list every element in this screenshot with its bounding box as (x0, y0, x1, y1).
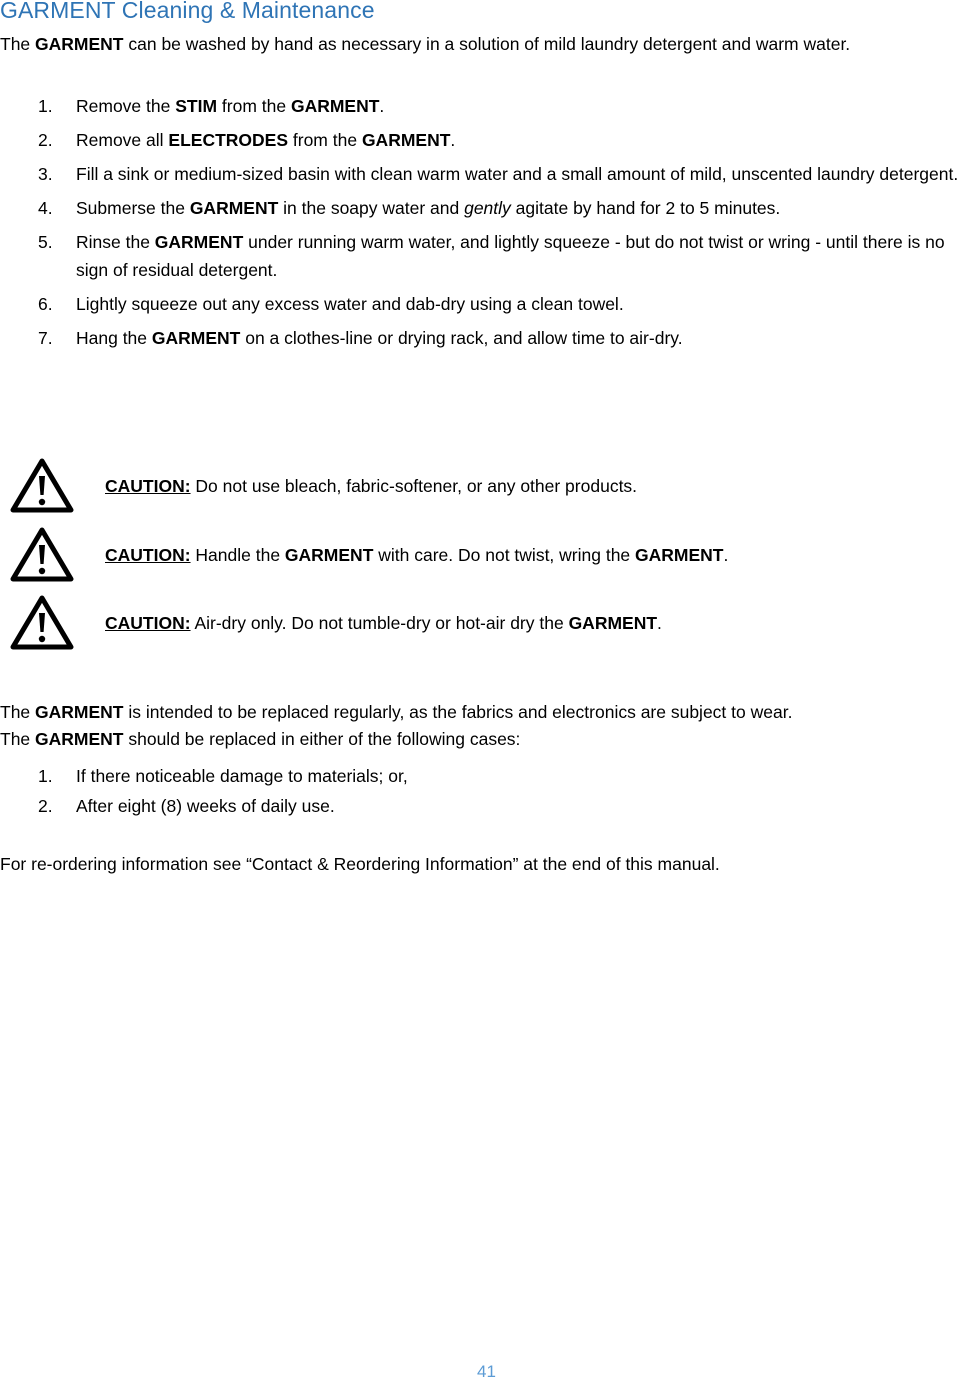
caution-text (105, 609, 662, 637)
step-text: from the (217, 96, 291, 116)
step-text: from the (288, 130, 362, 150)
step-text: under running warm water, and lightly squeeze - but do not twist or wring - until there is no sign of residual detergent. (76, 232, 945, 280)
caution-label: CAUTION: (105, 613, 191, 633)
step-number: 6. (38, 294, 53, 314)
step-text: Lightly squeeze out any excess water and dab-dry using a clean towel. (76, 294, 624, 314)
step-text: . (450, 130, 456, 150)
caution-label: CAUTION: (105, 545, 191, 565)
replace-bold: GARMENT (35, 729, 124, 749)
step-number: 5. (38, 232, 53, 252)
case-text: After eight (8) weeks of daily use. (76, 796, 335, 816)
caution-label: CAUTION: (105, 476, 191, 496)
step-item (0, 160, 970, 188)
case-number: 1. (38, 766, 53, 786)
caution-body: Do not use bleach, fabric-softener, or any other products. (190, 476, 638, 496)
step-text: agitate by hand for 2 to 5 minutes. (510, 198, 781, 218)
case-number: 2. (38, 796, 53, 816)
caution-bold: GARMENT (284, 545, 374, 565)
replace-text: The (0, 729, 36, 749)
step-item (0, 324, 970, 352)
step-text: in the soapy water and (278, 198, 465, 218)
step-text: on a clothes-line or drying rack, and allow time to air-dry. (240, 328, 683, 348)
case-item (0, 792, 970, 820)
step-text: Hang the (76, 328, 152, 348)
caution-body: with care. Do not twist, wring the (373, 545, 636, 565)
step-text: Remove the (76, 96, 176, 116)
caution-body: Handle the (190, 545, 285, 565)
step-item (0, 126, 970, 154)
caution-text (105, 541, 728, 569)
step-bold: GARMENT (290, 96, 380, 116)
step-bold: ELECTRODES (168, 130, 289, 150)
step-bold: GARMENT (189, 198, 279, 218)
step-text: Submerse the (76, 198, 190, 218)
step-number: 1. (38, 96, 53, 116)
caution-notice (0, 526, 960, 582)
step-text: Remove all (76, 130, 169, 150)
caution-text (105, 472, 637, 500)
step-text: . (379, 96, 385, 116)
replacement-paragraph-line-2 (0, 725, 960, 753)
step-text: Rinse the (76, 232, 155, 252)
caution-body: Air-dry only. Do not tumble-dry or hot-air dry the (190, 613, 569, 633)
step-number: 7. (38, 328, 53, 348)
reorder-paragraph: For re-ordering information see “Contact & Reordering Information” at the end of this manual. (0, 854, 720, 874)
caution-notice (0, 594, 960, 650)
step-bold: STIM (175, 96, 218, 116)
caution-bold: GARMENT (635, 545, 724, 565)
intro-text-1: The (0, 34, 36, 54)
warning-triangle-icon (10, 594, 74, 650)
step-item (0, 290, 970, 318)
cleaning-steps-list (0, 92, 970, 358)
step-number: 4. (38, 198, 53, 218)
caution-body: . (657, 613, 662, 633)
caution-body: . (723, 545, 729, 565)
replacement-paragraph-line-1 (0, 698, 960, 726)
step-item (0, 194, 970, 222)
warning-triangle-icon (10, 526, 74, 582)
step-italic: gently (464, 198, 511, 218)
replace-text: is intended to be replaced regularly, as the fabrics and electronics are subject to wear. (123, 702, 793, 722)
case-text: If there noticeable damage to materials; or, (76, 766, 408, 786)
step-number: 3. (38, 164, 53, 184)
page-number: 41 (477, 1362, 496, 1381)
case-item (0, 762, 970, 790)
replace-text: should be replaced in either of the following cases: (123, 729, 521, 749)
section-heading: GARMENT Cleaning & Maintenance (0, 0, 375, 23)
replacement-cases-list (0, 762, 970, 822)
step-item (0, 228, 970, 284)
step-bold: GARMENT (151, 328, 241, 348)
step-item (0, 92, 970, 120)
step-text: Fill a sink or medium-sized basin with clean warm water and a small amount of mild, unscented laundry detergent. (76, 164, 959, 184)
step-number: 2. (38, 130, 53, 150)
intro-paragraph (0, 30, 960, 58)
step-bold: GARMENT (361, 130, 451, 150)
intro-text-2: can be washed by hand as necessary in a solution of mild laundry detergent and warm water. (123, 34, 851, 54)
intro-bold-garment: GARMENT (35, 34, 124, 54)
replace-text: The (0, 702, 36, 722)
warning-triangle-icon (10, 457, 74, 513)
caution-notice (0, 457, 960, 513)
replace-bold: GARMENT (35, 702, 124, 722)
caution-bold: GARMENT (568, 613, 658, 633)
step-bold: GARMENT (154, 232, 244, 252)
